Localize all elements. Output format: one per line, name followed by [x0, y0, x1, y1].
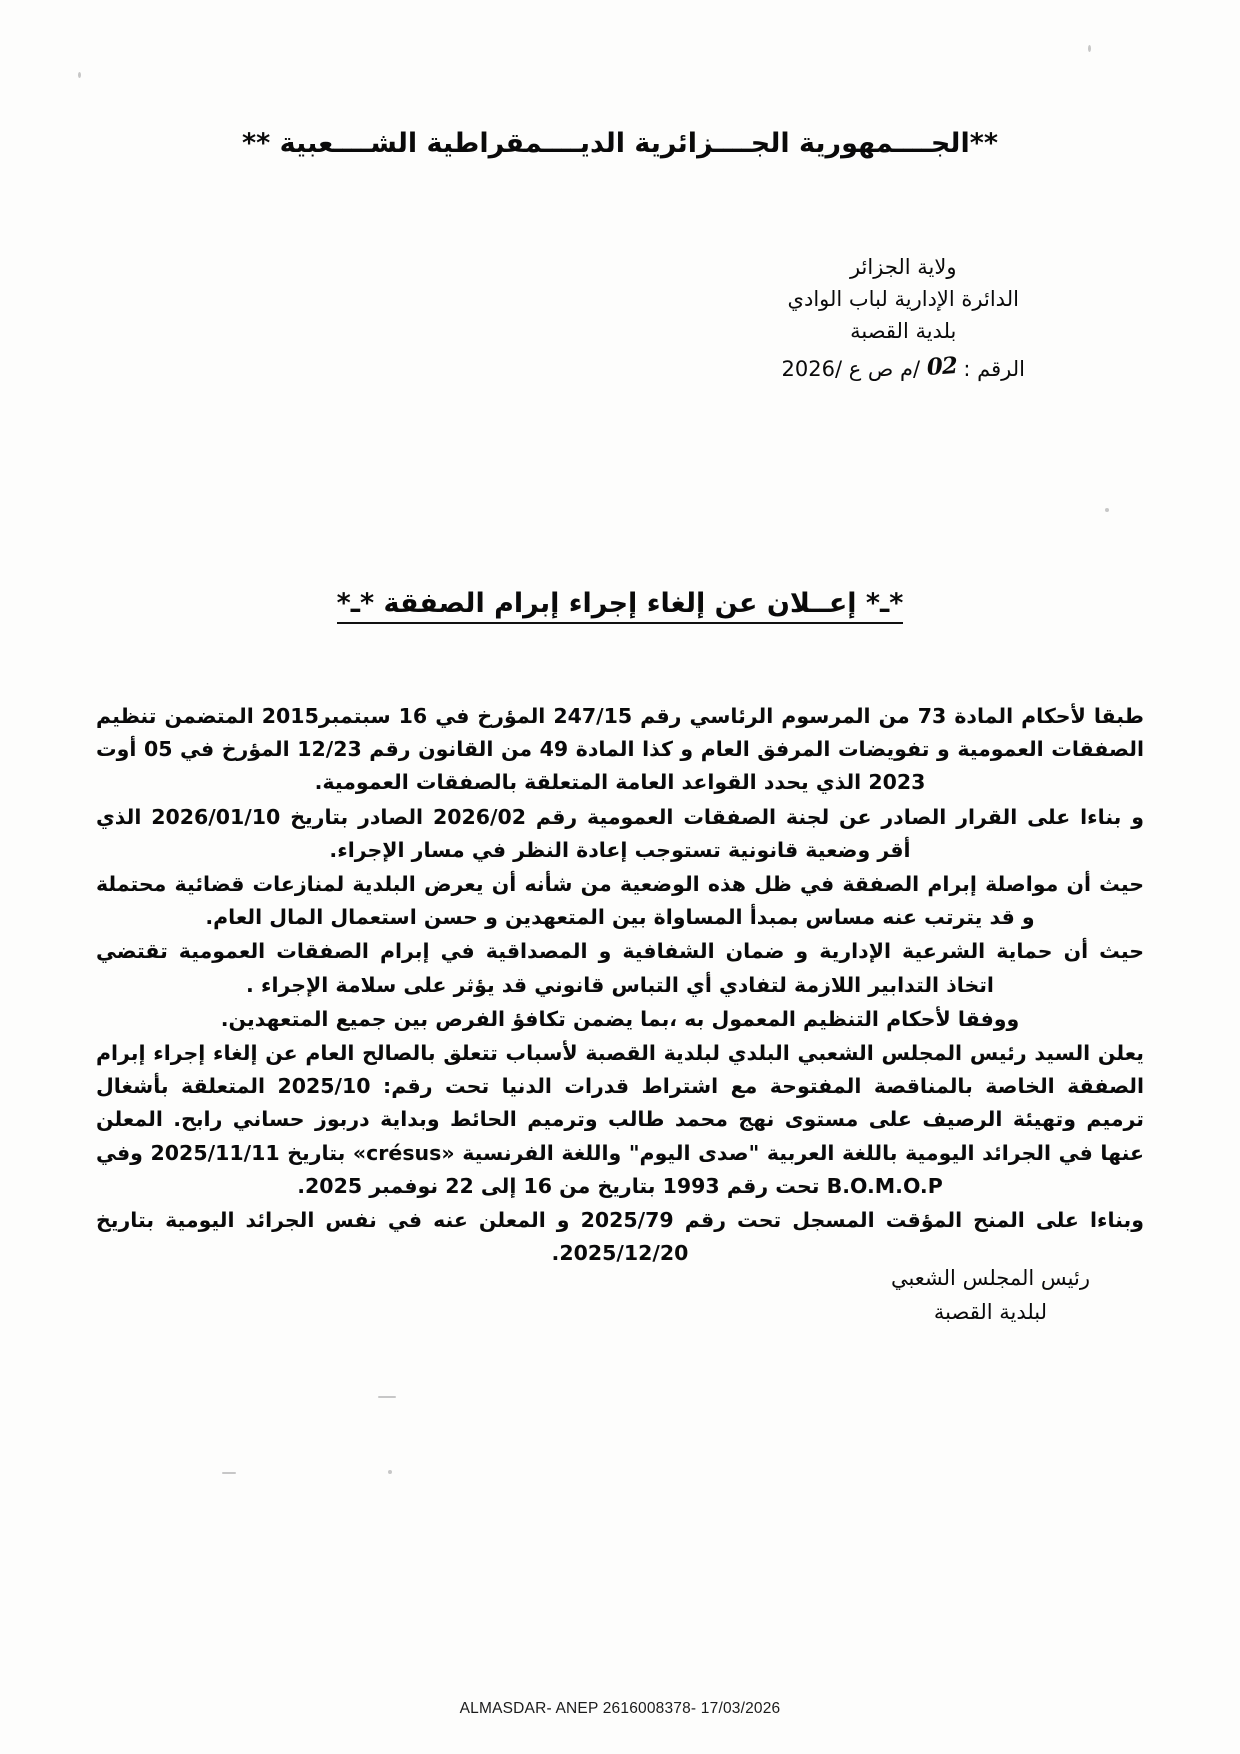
issuer-wilaya: ولاية الجزائر: [849, 255, 957, 279]
issuer-block: [781, 252, 1025, 387]
national-header: **الجــــمهورية الجــــزائرية الديــــمقراطية الشــــعبية **: [242, 128, 998, 159]
issuer-commune: بلدية القصبة: [850, 318, 957, 343]
signature-title-line-1: رئيس المجلس الشعبي: [890, 1266, 1090, 1290]
body-paragraph: طبقا لأحكام المادة 73 من المرسوم الرئاسي رقم 247/15 المؤرخ في 16 سبتمبر2015 المتضمن تنظيم الصفقات العمومية و تفويضات المرفق العام و كذا المادة 49 من القانون رقم 12/23 المؤرخ في 05 أوت 2023 الذي يحدد القواعد العامة المتعلقة بالصفقات العمومية.: [96, 704, 1144, 795]
body-paragraph: ووفقا لأحكام التنظيم المعمول به ،بما يضمن تكافؤ الفرص بين جميع المتعهدين.: [220, 1006, 1020, 1031]
reference-suffix: /م ص ع /2026: [781, 356, 927, 381]
document-title: *ـ* إعــلان عن إلغاء إجراء إبرام الصفقة *ـ*: [337, 588, 904, 624]
footer-reference: ALMASDAR- ANEP 2616008378- 17/03/2026: [459, 1700, 781, 1717]
body-paragraph: يعلن السيد رئيس المجلس الشعبي البلدي لبلدية القصبة لأسباب تتعلق بالصالح العام عن إلغاء إجراء إبرام الصفقة الخاصة بالمناقصة المفتوحة مع اشتراط قدرات الدنيا تحت رقم: 2025/10 المتعلقة بأشغال ترميم وتهيئة الرصيف على مستوى نهج محمد طالب وترميم الحائط وبداية دربوز حساني رابح. المعلن عنها في الجرائد اليومية باللغة العربية "صدى اليوم" واللغة الفرنسية «crésus» بتاريخ 2025/11/11 وفي B.O.M.O.P تحت رقم 1993 بتاريخ من 16 إلى 22 نوفمبر 2025.: [96, 1041, 1145, 1198]
scan-speck: [388, 1470, 392, 1474]
reference-number-line: [781, 352, 1025, 387]
title-container: [0, 588, 1240, 624]
body-paragraph: حيث أن مواصلة إبرام الصفقة في ظل هذه الوضعية من شأنه أن يعرض البلدية لمنازعات قضائية محتملة و قد يترتب عنه مساس بمبدأ المساواة بين المتعهدين و حسن استعمال المال العام.: [96, 872, 1144, 930]
scan-speck: [1088, 45, 1091, 52]
body-paragraph: و بناءا على القرار الصادر عن لجنة الصفقات العمومية رقم 2026/02 الصادر بتاريخ 2026/01/10 الذي أقر وضعية قانونية تستوجب إعادة النظر في مسار الإجراء.: [96, 804, 1144, 862]
signature-title-line-2: لبلدية القصبة: [933, 1299, 1048, 1324]
body-paragraph: حيث أن حماية الشرعية الإدارية و ضمان الشفافية و المصداقية في إبرام الصفقات العمومية تقتضي اتخاذ التدابير اللازمة لتفادي أي التباس قانوني قد يؤثر على سلامة الإجراء .: [96, 939, 1144, 997]
scan-speck: [378, 1396, 396, 1398]
scan-speck: [222, 1472, 236, 1474]
signature-block: [891, 1262, 1090, 1329]
reference-prefix: الرقم :: [956, 356, 1025, 381]
body-paragraph: وبناءا على المنح المؤقت المسجل تحت رقم 2025/79 و المعلن عنه في نفس الجرائد اليومية بتاريخ 2025/12/20.: [96, 1208, 1144, 1266]
issuer-daira: الدائرة الإدارية لباب الوادي: [787, 286, 1019, 311]
scan-speck: [1105, 508, 1109, 512]
reference-handwritten-value: 02: [925, 351, 958, 381]
document-body: [96, 700, 1144, 1271]
scan-speck: [78, 72, 81, 78]
